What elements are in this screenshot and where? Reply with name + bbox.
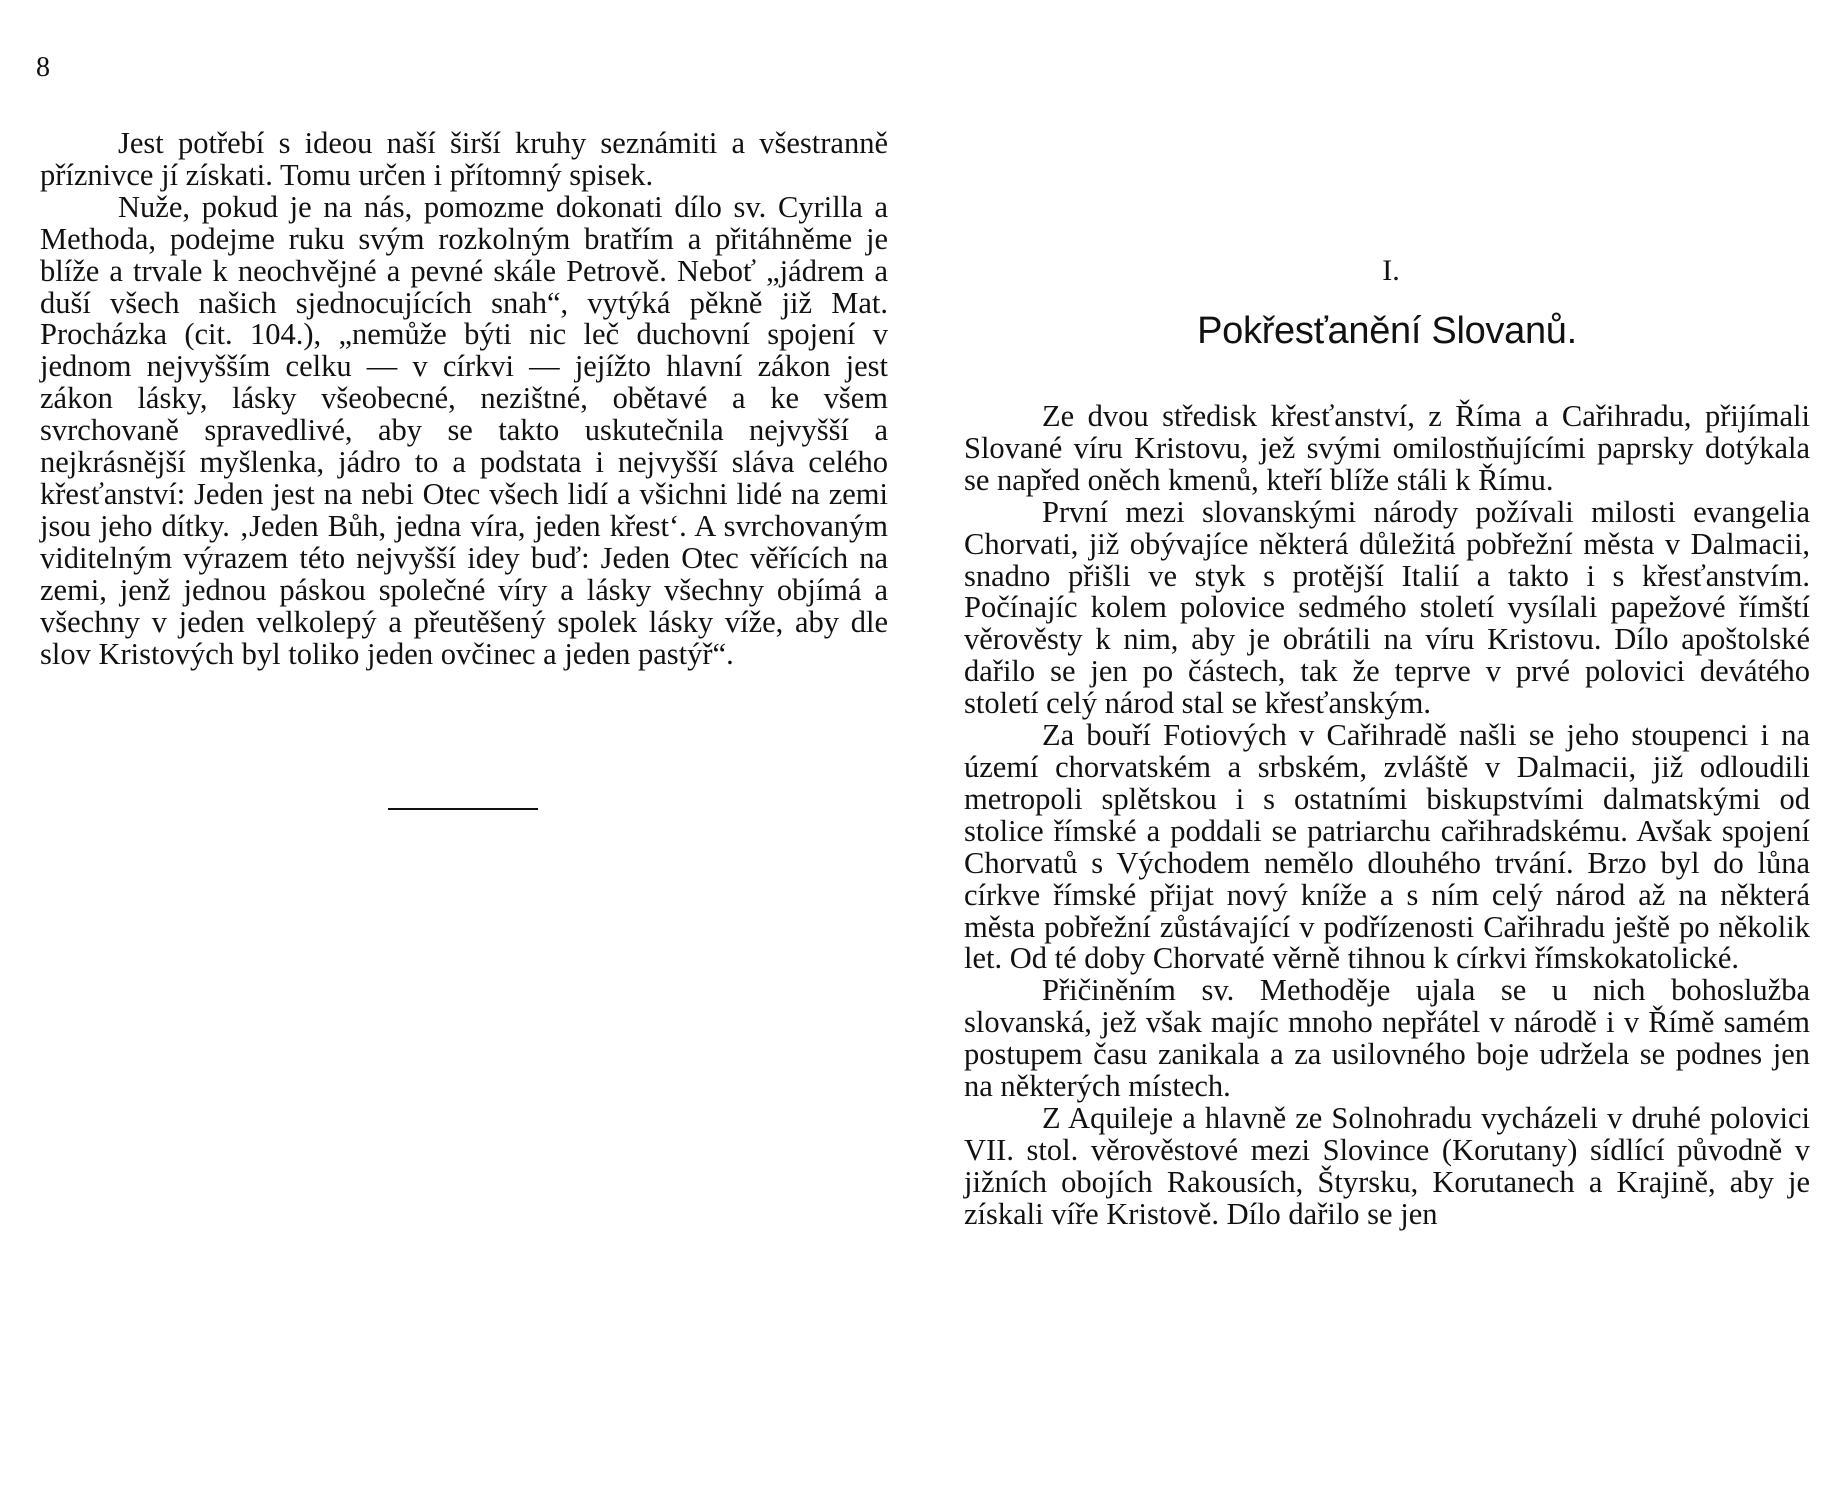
- left-paragraph: Nuže, pokud je na nás, pomozme dokonati dílo sv. Cyrilla a Methoda, podejme ruku svým rozkolným bratřím a přitáhněme je blíže a trvale k neochvějné a pevné skále Petrově. Neboť „jádrem a duší všech našich sjednocujících snah“, vytýká pěkně již Mat. Procházka (cit. 104.), „nemůže býti nic leč duchovní spojení v jednom nejvyšším celku — v církvi — jejížto hlavní zákon jest zákon lásky, lásky všeobecné, nezištné, obětavé a ke všem svrchovaně spravedlivé, aby se takto uskutečnila nejvyšší a nejkrásnější myšlenka, jádro to a podstata i nejvyšší sláva celého křesťanství: Jeden jest na nebi Otec všech lidí a všichni lidé na zemi jsou jeho dítky. ‚Jeden Bůh, jedna víra, jeden křest‘. A svrchovaným viditelným výrazem této nejvyšší idey buď: Jeden Otec věřících na zemi, jenž jednou páskou společné víry a lásky všechny objímá a všechny v jeden velkolepý a přeutěšený spolek lásky víže, aby dle slov Kristových byl toliko jeden ovčinec a jeden pastýř“.: [40, 189, 888, 671]
- right-paragraph: Přičiněním sv. Methoděje ujala se u nich bohoslužba slovanská, jež však majíc mnoho nepřátel v národě i v Římě samém postupem času zanikala a za usilovného boje udržela se podnes jen na některých místech.: [964, 973, 1810, 1104]
- section-divider: [388, 808, 538, 810]
- right-column: [964, 255, 1810, 1231]
- page-number: 8: [36, 52, 50, 83]
- chapter-number: I.: [1382, 254, 1400, 287]
- left-column: [40, 128, 888, 670]
- right-paragraph: První mezi slovanskými národy požívali milosti evangelia Chorvati, již obývajíce některá důležitá pobřežní města v Dalmacii, snadno přišli ve styk s protější Italií a takto i s křesťanstvím. Počínajíc kolem polovice sedmého století vysílali papežové římští věrověsty k nim, aby je obrátili na víru Kristovu. Dílo apoštolské dařilo se jen po částech, tak že teprve v prvé polovici devátého století celý národ stal se křesťanským.: [964, 494, 1810, 721]
- right-paragraph: Ze dvou středisk křesťanství, z Říma a Cařihradu, přijímali Slované víru Kristovu, jež svými omilostňujícími paprsky dotýkala se napřed oněch kmenů, kteří blíže stáli k Římu.: [964, 399, 1810, 497]
- right-paragraph: Za bouří Fotiových v Cařihradě našli se jeho stoupenci i na území chorvatském a srbském, zvláště v Dalmacii, již odloudili metropoli splětskou i s ostatními biskupstvími dalmatskými od stolice římské a poddali se patriarchu cařihradskému. Avšak spojení Chorvatů s Východem nemělo dlouhého trvání. Brzo byl do lůna církve římské přijat nový kníže a s ním celý národ až na některá města pobřežní zůstávající v podřízenosti Cařihradu ještě po několik let. Od té doby Chorvaté věrně tihnou k církvi římskokatolické.: [964, 718, 1810, 976]
- left-paragraph: Jest potřebí s ideou naší širší kruhy seznámiti a všestranně příznivce jí získati. Tomu určen i přítomný spisek.: [40, 126, 888, 192]
- right-paragraph: Z Aquileje a hlavně ze Solnohradu vycházeli v druhé polovici VII. stol. věrověstové mezi Slovince (Korutany) sídlící původně v jižních obojích Rakousích, Štyrsku, Korutanech a Krajině, aby je získali víře Kristově. Dílo dařilo se jen: [964, 1100, 1810, 1231]
- chapter-title: Pokřesťanění Slovanů.: [1197, 310, 1577, 352]
